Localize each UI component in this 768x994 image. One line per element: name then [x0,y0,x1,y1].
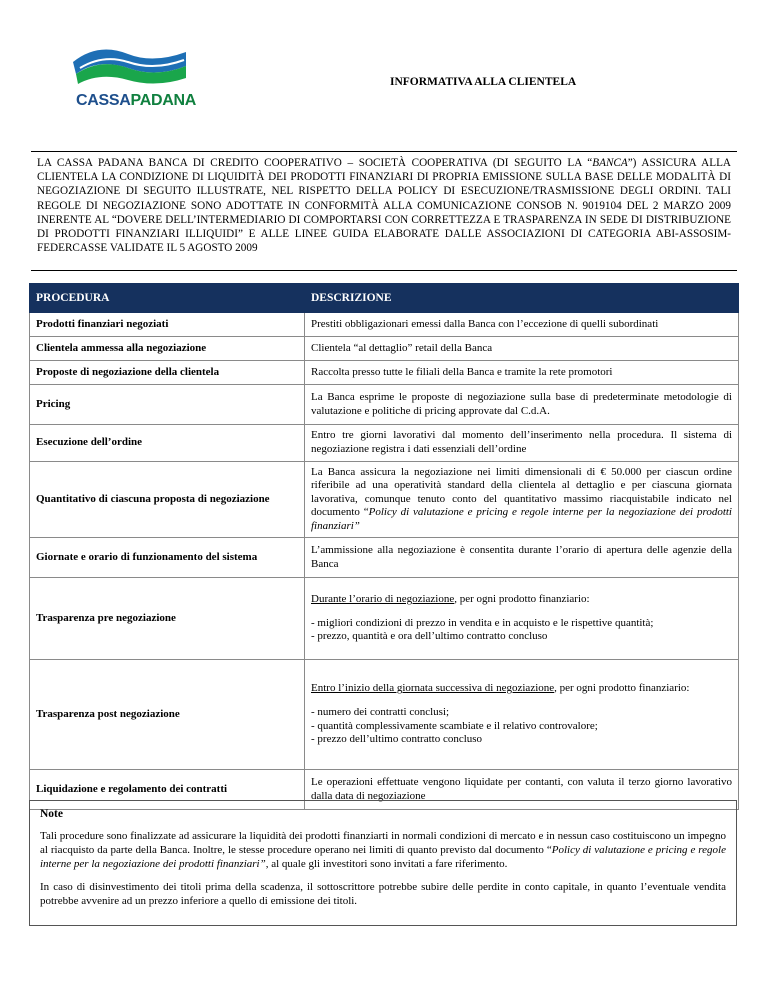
notes-title: Note [40,808,63,820]
list-item: - prezzo dell’ultimo contratto concluso [311,733,483,746]
notes-text: Tali procedure sono finalizzate ad assicurare la liquidità dei prodotti finanziarti in normali condizioni di mercato e in nessun caso costituiscono un impegno al riacquisto da parte della Banca. Inoltre, le stesse procedure operano nei limiti di quanto previsto dal documento “ [40,830,726,856]
list-item: - migliori condizioni di prezzo in vendita e in acquisto e le rispettive quantità; [311,616,654,629]
row-label: Esecuzione dell’ordine [30,425,305,462]
intro-text-banca: BANCA [592,157,628,169]
policy-title-italic: Policy di valutazione e pricing e regole interne per la negoziazione dei prodotti finanziari” [311,506,732,532]
row-value [305,660,739,770]
logo-wordmark [76,92,196,110]
list-item: - numero dei contratti conclusi; [311,705,450,718]
table-row [30,660,739,770]
notes-box [29,800,737,926]
row-label: Quantitativo di ciascuna proposta di negoziazione [30,462,305,538]
intro-text-1: LA CASSA PADANA BANCA DI CREDITO COOPERATIVO – SOCIETÀ COOPERATIVA (DI SEGUITO LA “ [37,157,593,169]
row-label: Clientela ammessa alla negoziazione [30,337,305,361]
top-divider [31,151,737,152]
notes-policy-italic: Policy di valutazione e pricing e regole interne per la negoziazione dei prodotti finanziari” [40,844,726,870]
logo-text-padana: PADANA [130,92,196,109]
header-procedura: PROCEDURA [30,284,305,313]
row-label: Giornate e orario di funzionamento del sistema [30,538,305,578]
row-label: Prodotti finanziari negoziati [30,313,305,337]
bottom-divider [31,270,737,271]
row-value: Entro tre giorni lavorativi dal momento dell’inserimento nella procedura. Il sistema di negoziazione registra i dati essenziali dell’ordine [305,425,739,462]
row-value-text: , per ogni prodotto finanziario: [454,593,590,606]
row-value: La Banca esprime le proposte di negoziazione sulla base di predeterminate metodologie di valutazione e politiche di pricing approvate dal C.d.A. [305,385,739,425]
row-value: Clientela “al dettaglio” retail della Banca [305,337,739,361]
table-row [30,313,739,337]
row-value-text: La Banca assicura la negoziazione nei limiti dimensionali di € 50.000 per ciascun ordine riferibile ad una operatività standard della clientela al dettaglio e per ciascuna giornata lavorativa, comunque tenuto conto del quantitativo massimo riacquistabile indicato nel documento “ [311,465,732,519]
row-value [305,462,739,538]
row-label: Pricing [30,385,305,425]
list-item: - quantità complessivamente scambiate e il relativo controvalore; [311,719,598,732]
table-header-row [30,284,739,313]
notes-text: , al quale gli investitori sono invitati a fare riferimento. [265,858,508,870]
row-value-underlined: Entro l’inizio della giornata successiva di negoziazione [311,682,555,695]
row-value [305,578,739,660]
procedure-table [29,283,739,810]
row-value: Raccolta presso tutte le filiali della Banca e tramite la rete promotori [305,361,739,385]
document-title: INFORMATIVA ALLA CLIENTELA [390,76,577,88]
row-value: L’ammissione alla negoziazione è consentita durante l’orario di apertura delle agenzie della Banca [305,538,739,578]
logo-wave-icon [68,44,198,94]
row-label: Liquidazione e regolamento dei contratti [30,770,305,810]
table-row [30,337,739,361]
intro-text-2: ”) ASSICURA ALLA CLIENTELA LA CONDIZIONE DI LIQUIDITÀ DEI PRODOTTI FINANZIARI DI PROPRIA EMISSIONE SULLA BASE DELLE MODALITÀ DI NEGOZIAZIONE DI SEGUITO ILLUSTRATE, NEL RISPETTO DELLA POLICY DI ESECUZIONE/TRASMISSIONE DEGLI ORDINI. TALI REGOLE DI NEGOZIAZIONE SONO ADOTTATE IN CONFORMITÀ ALLA COMUNICAZIONE CONSOB N. 9019104 DEL 2 MARZO 2009 INERENTE AL “DOVERE DELL’INTERMEDIARIO DI COMPORTARSI CON CORRETTEZZA E TRASPARENZA IN SEDE DI DISTRIBUZIONE DI PRODOTTI FINANZIARI ILLIQUIDI” E ALLE LINEE GUIDA ELABORATE DALLE ASSOCIAZIONI DI CATEGORIA ABI-ASSOSIM-FEDERCASSE VALIDATE IL 5 AGOSTO 2009 [37,157,731,255]
row-label: Trasparenza post negoziazione [30,660,305,770]
row-value: Prestiti obbligazionari emessi dalla Banca con l’eccezione di quelli subordinati [305,313,739,337]
row-value-underlined: Durante l’orario di negoziazione [311,593,455,606]
row-value: Le operazioni effettuate vengono liquidate per contanti, con valuta il terzo giorno lavorativo dalla data di negoziazione [305,770,739,810]
intro-paragraph [37,156,731,255]
header-descrizione: DESCRIZIONE [305,284,739,313]
table-row [30,538,739,578]
list-item: - prezzo, quantità e ora dell’ultimo contratto concluso [311,630,548,643]
notes-paragraph [40,829,726,871]
row-label: Proposte di negoziazione della clientela [30,361,305,385]
table-row [30,578,739,660]
table-row [30,385,739,425]
notes-paragraph: In caso di disinvestimento dei titoli prima della scadenza, il sottoscrittore potrebbe subire delle perdite in conto capitale, in quanto l’eventuale vendita potrebbe avvenire ad un prezzo inferiore a quello di emissione dei titoli. [40,881,726,907]
table-row [30,462,739,538]
table-row [30,425,739,462]
logo-text-cassa: CASSA [76,92,131,109]
row-label: Trasparenza pre negoziazione [30,578,305,660]
row-value-text: , per ogni prodotto finanziario: [554,682,690,695]
table-row [30,361,739,385]
